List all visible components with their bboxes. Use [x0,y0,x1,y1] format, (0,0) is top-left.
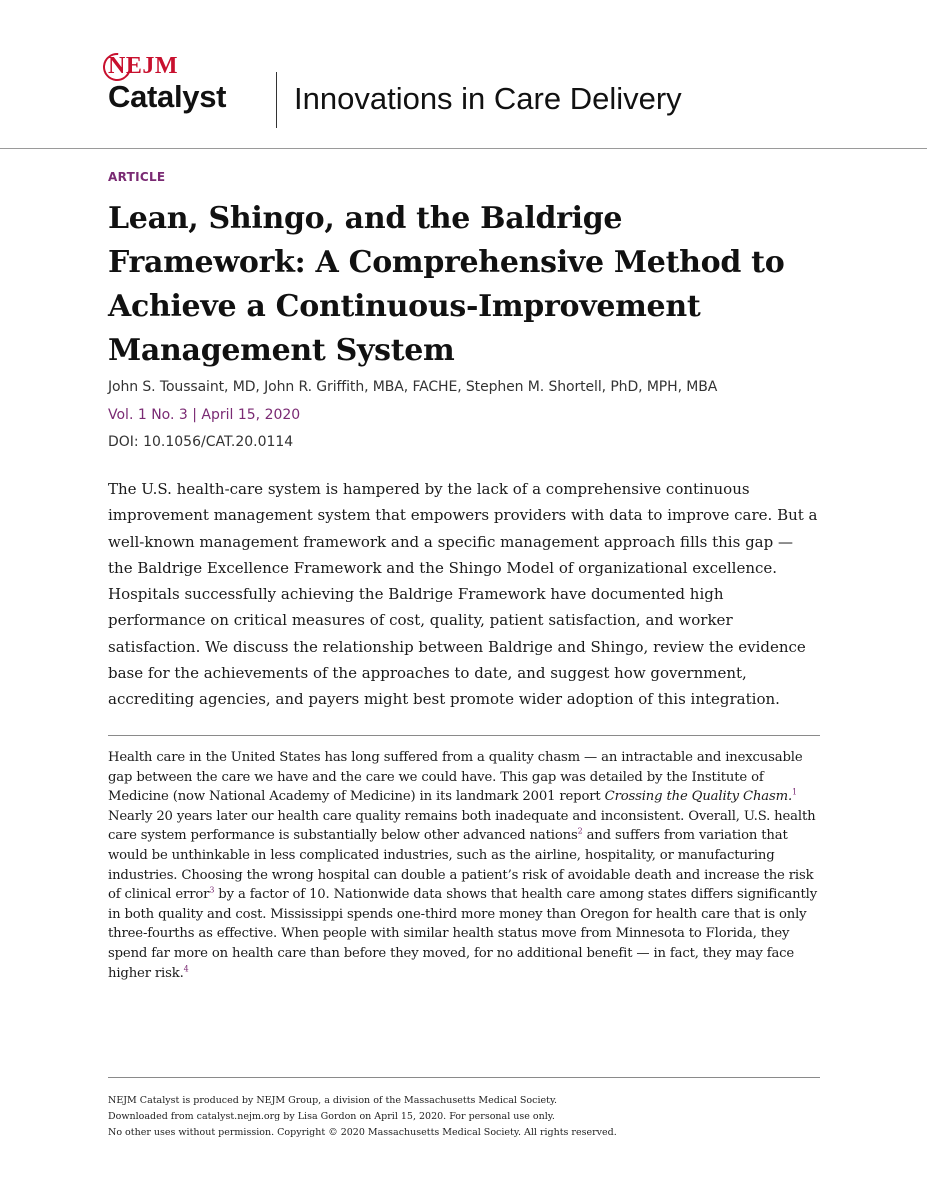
abstract: The U.S. health-care system is hampered by the lack of a comprehensive continuous improvement management system that empowers providers with data to improve care. But a well-known management framework and a specific management approach fills this gap — the Baldrige Excellence Framework and the Shingo Model of organizational excellence. Hospitals successfully achieving the Baldrige Framework have documented high performance on critical measures of cost, quality, patient satisfaction, and worker satisfaction. We discuss the relationship between Baldrige and Shingo, review the evidence base for the achievements of the approaches to date, and suggest how government, accrediting agencies, and payers might best promote wider adoption of this integration. [108,480,818,709]
report-title: Crossing the Quality Chasm. [604,789,793,805]
doi[interactable]: DOI: 10.1056/CAT.20.0114 [108,434,294,450]
article-title: Lean, Shingo, and the Baldrige Framework: A Comprehensive Method to Achieve a Continuous-Improvement Management System [108,201,785,368]
citation-info: Vol. 1 No. 3 | April 15, 2020 [108,407,301,423]
section-label: ARTICLE [108,170,166,184]
header-rule [0,148,927,149]
abstract-rule [108,735,820,736]
logo-catalyst-text: Catalyst [108,79,227,114]
body-paragraph [108,748,824,983]
reference-link[interactable]: 2 [577,826,583,836]
author-list: John S. Toussaint, MD, John R. Griffith, MBA, FACHE, Stephen M. Shortell, PhD, MPH, MBA [108,379,718,395]
body-text-segment: Nearly 20 years later our health care quality remains both inadequate and inconsistent. Overall, U.S. health care system performance is substantially below other advanced nations [108,808,816,844]
reference-link[interactable]: 3 [209,885,215,895]
header-divider [276,72,277,128]
footer-line: No other uses without permission. Copyright © 2020 Massachusetts Medical Society. All rights reserved. [108,1127,617,1138]
body-text-segment: by a factor of 10. Nationwide data shows that health care among states differs significantly in both quality and cost. Mississippi spends one-third more money than Oregon for health care that is only three-fourths as effective. When people with similar health status move from Minnesota to Florida, they spend far more on health care than before they moved, for no additional benefit — in fact, they may face higher risk. [108,887,818,981]
footer-rule [108,1077,820,1078]
body-text-segment: and suffers from variation that would be unthinkable in less complicated industries, such as the airline, hospitality, or manufacturing industries. Choosing the wrong hospital can double a patient’s risk of avoidable death and increase the risk of clinical error [108,828,814,903]
body-text-segment: Health care in the United States has long suffered from a quality chasm — an intractable and inexcusable gap between the care we have and the care we could have. This gap was detailed by the Institute of Medicine (now National Academy of Medicine) in its landmark 2001 report [108,750,803,805]
reference-link[interactable]: 1 [792,787,797,797]
journal-tagline: Innovations in Care Delivery [294,81,682,116]
journal-header [108,50,828,130]
reference-link[interactable]: 4 [183,964,189,974]
page-footer [108,1093,820,1141]
footer-line: Downloaded from catalyst.nejm.org by Lisa Gordon on April 15, 2020. For personal use only. [108,1111,555,1122]
logo-nejm-text: NEJM [108,53,178,79]
footer-line: NEJM Catalyst is produced by NEJM Group, a division of the Massachusetts Medical Society. [108,1095,558,1106]
